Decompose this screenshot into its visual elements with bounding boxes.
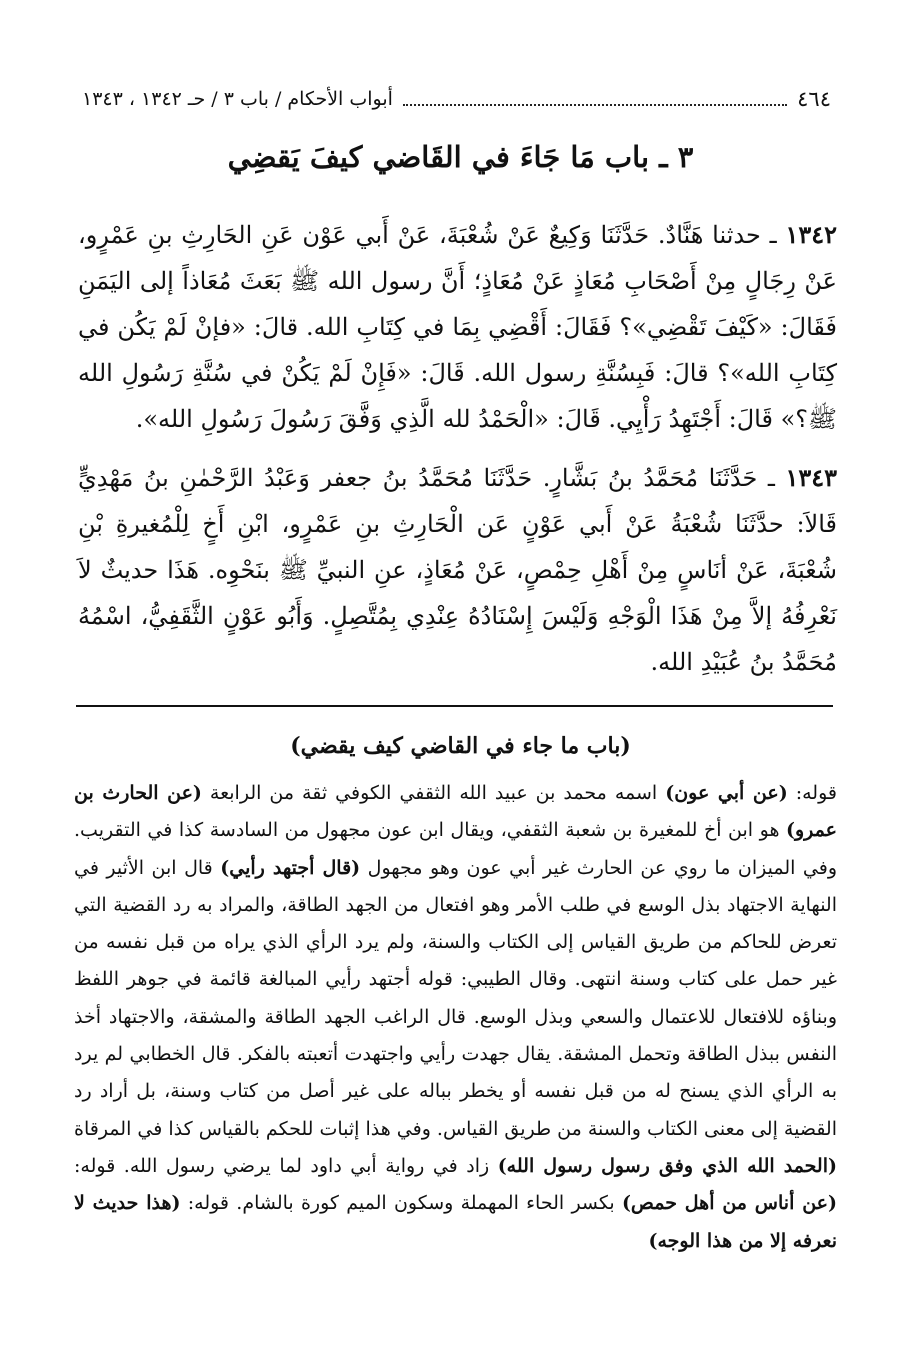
hadith-1342-paragraph: [78, 212, 837, 442]
footnote-divider: [76, 705, 833, 707]
commentary-run: زاد في رواية أبي داود لما يرضي رسول الله. قوله:: [74, 1154, 498, 1177]
commentary-paragraph: [74, 775, 837, 1260]
hadith-text: ـ حَدَّثَنَا مُحَمَّدُ بنُ بَشَّارٍ. حَدَّثَنَا مُحَمَّدُ بنُ جعفر وَعَبْدُ الرَّحْمٰنِ بنُ مَهْدِيٍّ قَالاَ: حدَّثَنَا شُعْبَةُ عَنْ أَبي عَوْنٍ عَن الْحَارِثِ بنِ عَمْرٍو، ابْنِ أَخٍ لِلْمُغيرةِ بْنِ شُعْبَةَ، عَنْ أنَاسٍ مِنْ أَهْلِ حِمْصٍ، عَنْ مُعَاذٍ، عنِ النبيِّ ﷺ بنَحْوِه. هَذَا حديثٌ لاَ نَعْرِفُهُ إلاَّ مِنْ هَذَا الْوَجْهِ وَلَيْسَ إِسْنَادُهُ عِنْدِي بِمُتَّصِلٍ. وَأَبُو عَوْنٍ الثَّقَفِيُّ، اسْمُهُ مُحَمَّدُ بنُ عُبَيْدِ الله.: [78, 464, 837, 676]
running-title: أبواب الأحكام / باب ٣ / حـ ١٣٤٢ ، ١٣٤٣: [82, 88, 393, 110]
commentary-run: هو ابن أخ للمغيرة بن شعبة الثقفي، ويقال ابن عون مجهول من السادسة كذا في التقريب. وفي الميزان ما روي عن الحارث غير أبي عون وهو مجهول: [74, 819, 838, 879]
commentary-lemma: (عن أبي عون): [665, 782, 788, 804]
hadith-1343: [78, 455, 837, 685]
hadith-number: ١٣٤٢: [785, 220, 837, 249]
commentary-title: (باب ما جاء في القاضي كيف يقضي): [290, 733, 631, 759]
hadith-number: ١٣٤٣: [785, 463, 838, 492]
hadith-text: ـ حدثنا هَنَّادٌ. حَدَّثَنَا وَكِيعٌ عَنْ شُعْبَةَ، عَنْ أَبي عَوْن عَنِ الحَارِثِ بنِ عَمْرٍو، عَنْ رِجَالٍ مِنْ أَصْحَابِ مُعَاذٍ عَنْ مُعَاذٍ؛ أَنَّ رسول الله ﷺ بَعَثَ مُعَاذاً إلى اليَمَنِ فَقَالَ: «كَيْفَ تَقْضِي»؟ فَقَالَ: أَقْضِي بِمَا في كِتَابِ الله. قالَ: «فإنْ لَمْ يَكُن في كِتَابِ الله»؟ قالَ: فَبِسُنَّةِ رسول الله. قَالَ: «فَإِنْ لَمْ يَكُنْ في سُنَّةِ رَسُولِ الله ﷺ؟» قَالَ: أَجْتَهِدُ رَأْيِي. قَالَ: «الْحَمْدُ لله الَّذِي وَفَّقَ رَسُولَ رَسُولِ الله».: [78, 221, 837, 433]
hadith-1342: [78, 212, 837, 442]
page-number: ٤٦٤: [797, 87, 831, 111]
chapter-title: ٣ ـ باب مَا جَاءَ في القَاضي كيفَ يَقضِي: [227, 140, 694, 174]
commentary-lemma: (الحمد الله الذي وفق رسول رسول الله): [497, 1154, 837, 1177]
hadith-1343-paragraph: [78, 455, 837, 685]
commentary-run: قوله:: [787, 782, 837, 804]
commentary-lemma: (هذا حديث لا نعرفه إلا من هذا الوجه): [74, 1192, 837, 1252]
commentary-run: قال ابن الأثير في النهاية الاجتهاد بذل الوسع في طلب الأمر وهو افتعال من الجهد الطاقة، والمراد به رد القضية التي تعرض للحاكم من طريق القياس إلى الكتاب والسنة، ولم يرد الرأي الذي يراه من قبل نفسه من غير حمل على كتاب وسنة انتهى. وقال الطيبي: قوله أجتهد رأيي المبالغة قائمة في جوهر اللفظ وبناؤه للافتعال للاعتمال والسعي وبذل الوسع. قال الراغب الجهد الطاقة والمشقة، والاجتهاد أخذ النفس ببذل الطاقة وتحمل المشقة. يقال جهدت رأيي واجتهدت أتعبته بالفكر. قال الخطابي لم يرد به الرأي الذي يسنح له من قبل نفسه أو يخطر بباله على غير أصل من كتاب وسنة، بل أراد رد القضية إلى معنى الكتاب والسنة من طريق القياس. وفي هذا إثبات للحكم بالقياس كذا في المرقاة: [74, 856, 837, 1140]
running-header: [82, 82, 831, 116]
commentary-lemma: (عن أناس من أهل حمص): [621, 1192, 837, 1215]
dotted-leader: [403, 104, 787, 106]
commentary-body: [74, 775, 837, 1260]
commentary-run: بكسر الحاء المهملة وسكون الميم كورة بالشام. قوله:: [180, 1192, 622, 1215]
commentary-lemma: (قال أجتهد رأيي): [220, 856, 361, 879]
commentary-run: اسمه محمد بن عبيد الله الثقفي الكوفي ثقة من الرابعة: [201, 782, 666, 804]
commentary-lemma: (عن الحارث بن عمرو): [74, 782, 837, 842]
